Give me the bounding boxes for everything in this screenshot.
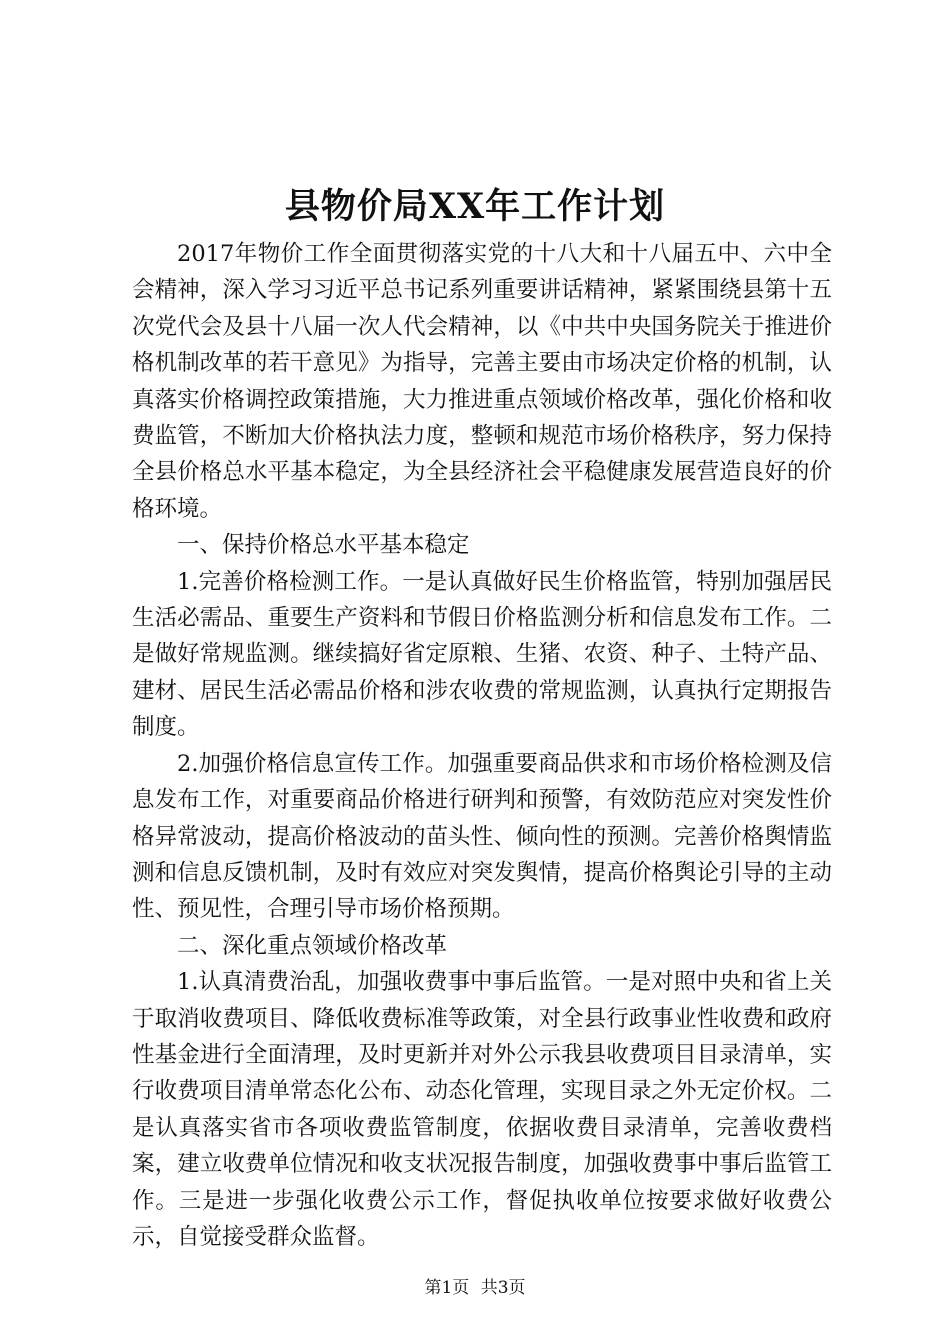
section-heading-1: 一、保持价格总水平基本稳定 [177, 532, 470, 559]
document-body [132, 236, 832, 1255]
section1-item-1: 1.完善价格检测工作。一是认真做好民生价格监管，特别加强居民生活必需品、重要生产资料和节假日价格监测分析和信息发布工作。二是做好常规监测。继续搞好省定原粮、生猪、农资、种子、土特产品、建材、居民生活必需品价格和涉农收费的常规监测，认真执行定期报告制度。 [132, 568, 832, 741]
intro-paragraph: 2017年物价工作全面贯彻落实党的十八大和十八届五中、六中全会精神，深入学习习近平总书记系列重要讲话精神，紧紧围绕县第十五次党代会及县十八届一次人代会精神，以《中共中央国务院关于推进价格机制改革的若干意见》为指导，完善主要由市场决定价格的机制，认真落实价格调控政策措施，大力推进重点领域价格改革，强化价格和收费监管，不断加大价格执法力度，整顿和规范市场价格秩序，努力保持全县价格总水平基本稳定，为全县经济社会平稳健康发展营造良好的价格环境。 [132, 241, 832, 522]
page-footer: 第1页 共3页 [424, 1278, 526, 1298]
section1-item-2: 2.加强价格信息宣传工作。加强重要商品供求和市场价格检测及信息发布工作，对重要商品价格进行研判和预警，有效防范应对突发性价格异常波动，提高价格波动的苗头性、倾向性的预测。完善价格舆情监测和信息反馈机制，及时有效应对突发舆情，提高价格舆论引导的主动性、预见性，合理引导市场价格预期。 [132, 750, 832, 923]
section2-item-1: 1.认真清费治乱，加强收费事中事后监管。一是对照中央和省上关于取消收费项目、降低收费标准等政策，对全县行政事业性收费和政府性基金进行全面清理，及时更新并对外公示我县收费项目目录清单，实行收费项目清单常态化公布、动态化管理，实现目录之外无定价权。二是认真落实省市各项收费监管制度，依据收费目录清单，完善收费档案，建立收费单位情况和收支状况报告制度，加强收费事中事后监管工作。三是进一步强化收费公示工作，督促执收单位按要求做好收费公示，自觉接受群众监督。 [132, 969, 832, 1250]
document-title: 县物价局XX年工作计划 [284, 186, 666, 227]
section-heading-2: 二、深化重点领域价格改革 [177, 932, 448, 959]
